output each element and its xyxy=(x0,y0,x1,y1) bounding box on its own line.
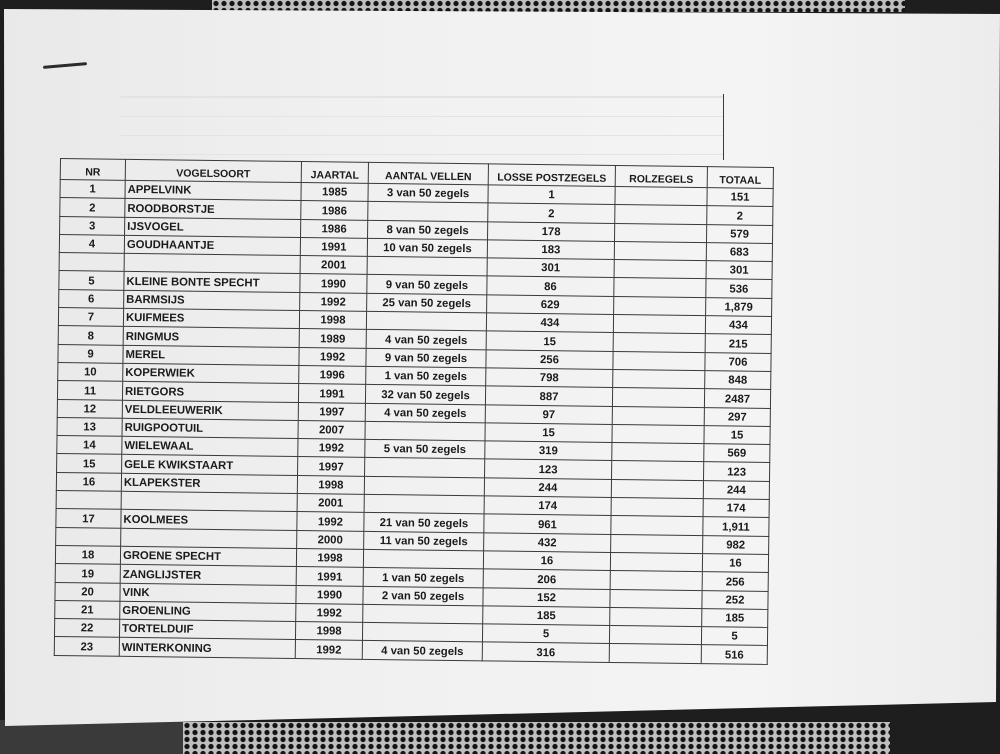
cell-nr: 17 xyxy=(56,509,121,528)
cell-losse-postzegels: 16 xyxy=(483,551,610,571)
cell-vogelsoort: KLAPEKSTER xyxy=(121,473,297,494)
cell-rolzegels xyxy=(615,186,707,205)
cell-rolzegels xyxy=(613,369,705,388)
cell-nr: 23 xyxy=(54,637,119,656)
cell-rolzegels xyxy=(613,315,705,334)
column-header-losse-postzegels: LOSSE POSTZEGELS xyxy=(488,164,615,187)
cell-vogelsoort: GROENLING xyxy=(120,601,296,622)
cell-rolzegels xyxy=(614,260,706,279)
cell-losse-postzegels: 97 xyxy=(485,404,612,424)
cell-totaal: 301 xyxy=(706,261,772,280)
cell-losse-postzegels: 15 xyxy=(486,331,613,351)
cell-vogelsoort: KLEINE BONTE SPECHT xyxy=(124,272,300,293)
cell-totaal: 2 xyxy=(707,206,773,225)
cell-losse-postzegels: 629 xyxy=(487,295,614,315)
cell-nr: 11 xyxy=(57,381,122,400)
cell-totaal: 706 xyxy=(705,352,771,371)
cell-jaartal: 1992 xyxy=(296,603,363,622)
cell-nr: 4 xyxy=(59,234,124,253)
column-header-vogelsoort: VOGELSOORT xyxy=(125,159,301,182)
cell-losse-postzegels: 961 xyxy=(484,514,611,534)
cell-jaartal: 2001 xyxy=(300,256,367,275)
cell-vogelsoort: KOPERWIEK xyxy=(123,363,299,384)
cell-jaartal: 1991 xyxy=(298,384,365,403)
cell-aantal-vellen: 4 van 50 zegels xyxy=(362,641,482,661)
cell-totaal: 1,879 xyxy=(706,297,772,316)
cell-vogelsoort: KOOLMEES xyxy=(121,510,297,531)
cell-jaartal: 1992 xyxy=(297,512,364,531)
cell-nr: 15 xyxy=(57,454,122,473)
cell-vogelsoort: MEREL xyxy=(123,345,299,366)
cell-losse-postzegels: 1 xyxy=(488,185,615,205)
cell-vogelsoort: VELDLEEUWERIK xyxy=(122,400,298,421)
cell-losse-postzegels: 86 xyxy=(487,276,614,296)
table-border-extension xyxy=(723,94,724,160)
cell-losse-postzegels: 174 xyxy=(484,496,611,516)
cell-totaal: 434 xyxy=(705,316,771,335)
cell-aantal-vellen: 10 van 50 zegels xyxy=(367,238,487,258)
cell-rolzegels xyxy=(611,498,703,517)
cell-aantal-vellen xyxy=(364,494,484,514)
cell-vogelsoort xyxy=(121,491,297,512)
cell-losse-postzegels: 432 xyxy=(484,532,611,552)
cell-nr: 22 xyxy=(54,619,119,638)
cell-jaartal: 1986 xyxy=(301,219,368,238)
cell-nr: 12 xyxy=(57,399,122,418)
cell-losse-postzegels: 887 xyxy=(485,386,612,406)
cell-aantal-vellen xyxy=(363,604,483,624)
cell-nr: 19 xyxy=(55,564,120,583)
column-header-rolzegels: ROLZEGELS xyxy=(615,165,707,187)
cell-vogelsoort: BARMSIJS xyxy=(124,290,300,311)
cell-vogelsoort: GELE KWIKSTAART xyxy=(122,455,298,476)
cell-nr: 14 xyxy=(57,436,122,455)
cell-nr xyxy=(59,253,124,272)
cell-nr: 16 xyxy=(56,472,121,491)
cell-totaal: 2487 xyxy=(704,389,770,408)
cell-jaartal: 1997 xyxy=(298,402,365,421)
cell-nr: 21 xyxy=(55,600,120,619)
cell-losse-postzegels: 15 xyxy=(485,423,612,443)
cell-rolzegels xyxy=(615,205,707,224)
cell-aantal-vellen xyxy=(365,421,485,441)
cell-nr: 20 xyxy=(55,582,120,601)
cell-rolzegels xyxy=(614,296,706,315)
cell-jaartal: 1992 xyxy=(300,292,367,311)
cell-losse-postzegels: 316 xyxy=(482,642,609,662)
cell-nr: 9 xyxy=(58,344,123,363)
cell-totaal: 123 xyxy=(704,462,770,481)
cell-nr: 18 xyxy=(55,545,120,564)
cell-nr xyxy=(56,527,121,546)
cell-aantal-vellen: 1 van 50 zegels xyxy=(366,366,486,386)
cell-nr: 3 xyxy=(60,216,125,235)
cell-losse-postzegels: 434 xyxy=(486,313,613,333)
cell-aantal-vellen: 5 van 50 zegels xyxy=(365,440,485,460)
cell-vogelsoort: TORTELDUIF xyxy=(119,619,295,640)
cell-vogelsoort xyxy=(121,528,297,549)
cell-losse-postzegels: 185 xyxy=(483,606,610,626)
cell-rolzegels xyxy=(609,626,701,645)
cell-rolzegels xyxy=(611,479,703,498)
cell-totaal: 683 xyxy=(706,243,772,262)
cell-vogelsoort: APPELVINK xyxy=(125,180,301,201)
cell-losse-postzegels: 206 xyxy=(483,569,610,589)
cell-aantal-vellen: 21 van 50 zegels xyxy=(364,513,484,533)
cell-jaartal: 1990 xyxy=(300,274,367,293)
cell-aantal-vellen xyxy=(366,311,486,331)
cell-losse-postzegels: 178 xyxy=(488,221,615,241)
cell-aantal-vellen: 8 van 50 zegels xyxy=(368,220,488,240)
cell-losse-postzegels: 244 xyxy=(484,478,611,498)
cell-losse-postzegels: 123 xyxy=(485,459,612,479)
cell-rolzegels xyxy=(610,571,702,590)
cell-jaartal: 1997 xyxy=(298,457,365,476)
table-body xyxy=(54,180,773,665)
cell-rolzegels xyxy=(614,278,706,297)
cell-losse-postzegels: 152 xyxy=(483,587,610,607)
cell-aantal-vellen: 1 van 50 zegels xyxy=(363,568,483,588)
cell-losse-postzegels: 798 xyxy=(486,368,613,388)
cell-totaal: 982 xyxy=(703,535,769,554)
cell-jaartal: 1992 xyxy=(298,439,365,458)
cell-totaal: 536 xyxy=(706,279,772,298)
cell-rolzegels xyxy=(613,351,705,370)
cell-jaartal: 1991 xyxy=(300,237,367,256)
cell-rolzegels xyxy=(611,516,703,535)
cell-rolzegels xyxy=(612,406,704,425)
cell-losse-postzegels: 319 xyxy=(485,441,612,461)
cell-jaartal: 1992 xyxy=(299,347,366,366)
cell-vogelsoort: ZANGLIJSTER xyxy=(120,565,296,586)
cell-jaartal: 1990 xyxy=(296,585,363,604)
stamp-inventory-table xyxy=(54,158,774,665)
cell-aantal-vellen: 32 van 50 zegels xyxy=(365,385,485,405)
cell-rolzegels xyxy=(614,241,706,260)
cell-jaartal: 2000 xyxy=(297,530,364,549)
cell-rolzegels xyxy=(610,589,702,608)
cell-jaartal: 2007 xyxy=(298,420,365,439)
cell-vogelsoort xyxy=(124,254,300,275)
cell-vogelsoort: ROODBORSTJE xyxy=(125,199,301,220)
cell-rolzegels xyxy=(609,644,701,663)
cell-totaal: 15 xyxy=(704,425,770,444)
cell-jaartal: 1998 xyxy=(295,622,362,641)
cell-totaal: 185 xyxy=(702,608,768,627)
cell-rolzegels xyxy=(610,552,702,571)
cell-nr: 2 xyxy=(60,198,125,217)
cell-totaal: 16 xyxy=(702,554,768,573)
cell-vogelsoort: GOUDHAANTJE xyxy=(124,235,300,256)
cell-nr: 5 xyxy=(59,271,124,290)
cell-totaal: 151 xyxy=(707,188,773,207)
cell-aantal-vellen xyxy=(363,549,483,569)
cell-rolzegels xyxy=(614,223,706,242)
cell-jaartal: 1998 xyxy=(296,548,363,567)
cell-aantal-vellen xyxy=(362,622,482,642)
cell-rolzegels xyxy=(610,607,702,626)
cell-rolzegels xyxy=(612,461,704,480)
cell-totaal: 256 xyxy=(702,572,768,591)
cell-jaartal: 1989 xyxy=(299,329,366,348)
cell-losse-postzegels: 256 xyxy=(486,350,613,370)
column-header-aantal-vellen: AANTAL VELLEN xyxy=(368,162,488,185)
cell-aantal-vellen xyxy=(368,202,488,222)
cell-nr: 8 xyxy=(58,326,123,345)
cell-totaal: 174 xyxy=(703,499,769,518)
cell-aantal-vellen: 2 van 50 zegels xyxy=(363,586,483,606)
cell-jaartal: 1998 xyxy=(299,311,366,330)
cell-rolzegels xyxy=(612,443,704,462)
cell-totaal: 1,911 xyxy=(703,517,769,536)
cell-aantal-vellen: 9 van 50 zegels xyxy=(367,275,487,295)
cell-rolzegels xyxy=(611,534,703,553)
cell-nr: 13 xyxy=(57,417,122,436)
cell-nr xyxy=(56,491,121,510)
cell-nr: 1 xyxy=(60,180,125,199)
cell-aantal-vellen: 25 van 50 zegels xyxy=(367,293,487,313)
cell-jaartal: 1996 xyxy=(299,365,366,384)
cell-vogelsoort: RINGMUS xyxy=(123,327,299,348)
cell-losse-postzegels: 5 xyxy=(482,624,609,644)
cell-rolzegels xyxy=(612,388,704,407)
cell-losse-postzegels: 183 xyxy=(487,240,614,260)
cell-jaartal: 1985 xyxy=(301,183,368,202)
mesh-background-bottom xyxy=(183,722,890,754)
cell-aantal-vellen xyxy=(367,257,487,277)
cell-aantal-vellen: 11 van 50 zegels xyxy=(364,531,484,551)
cell-aantal-vellen: 4 van 50 zegels xyxy=(365,403,485,423)
cell-aantal-vellen: 4 van 50 zegels xyxy=(366,330,486,350)
cell-jaartal: 1992 xyxy=(295,640,362,659)
cell-totaal: 244 xyxy=(703,480,769,499)
cell-vogelsoort: RUIGPOOTUIL xyxy=(122,418,298,439)
cell-nr: 10 xyxy=(58,362,123,381)
cell-vogelsoort: VINK xyxy=(120,583,296,604)
cell-totaal: 297 xyxy=(704,407,770,426)
cell-totaal: 516 xyxy=(701,645,767,664)
column-header-nr: NR xyxy=(60,159,125,181)
column-header-totaal: TOTAAL xyxy=(707,167,773,189)
cell-aantal-vellen: 3 van 50 zegels xyxy=(368,183,488,203)
cell-vogelsoort: IJSVOGEL xyxy=(125,217,301,238)
cell-totaal: 569 xyxy=(704,444,770,463)
cell-jaartal: 1991 xyxy=(296,567,363,586)
cell-totaal: 848 xyxy=(705,371,771,390)
show-through-lines xyxy=(120,96,724,159)
cell-vogelsoort: WIELEWAAL xyxy=(122,436,298,457)
cell-aantal-vellen: 9 van 50 zegels xyxy=(366,348,486,368)
cell-jaartal: 1986 xyxy=(301,201,368,220)
cell-losse-postzegels: 2 xyxy=(488,203,615,223)
cell-vogelsoort: WINTERKONING xyxy=(119,638,295,659)
cell-totaal: 252 xyxy=(702,590,768,609)
cell-totaal: 215 xyxy=(705,334,771,353)
cell-rolzegels xyxy=(612,424,704,443)
cell-vogelsoort: RIETGORS xyxy=(122,382,298,403)
cell-nr: 7 xyxy=(58,308,123,327)
column-header-jaartal: JAARTAL xyxy=(301,162,368,184)
cell-nr: 6 xyxy=(59,289,124,308)
cell-aantal-vellen xyxy=(365,458,485,478)
cell-vogelsoort: GROENE SPECHT xyxy=(120,546,296,567)
cell-totaal: 5 xyxy=(701,627,767,646)
cell-aantal-vellen xyxy=(364,476,484,496)
mesh-background-top xyxy=(212,0,905,12)
cell-rolzegels xyxy=(613,333,705,352)
cell-jaartal: 1998 xyxy=(297,475,364,494)
cell-losse-postzegels: 301 xyxy=(487,258,614,278)
cell-totaal: 579 xyxy=(706,224,772,243)
cell-vogelsoort: KUIFMEES xyxy=(123,308,299,329)
cell-jaartal: 2001 xyxy=(297,494,364,513)
